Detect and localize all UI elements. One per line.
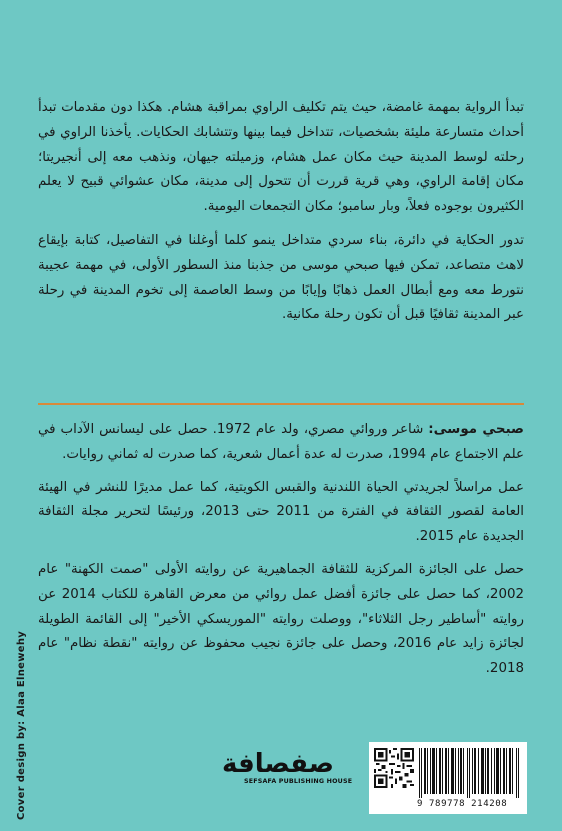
section-divider [38,403,524,405]
bio-paragraph-1 [38,418,524,468]
author-name: صبحي موسى: [428,422,524,437]
isbn-number: 9 789778 214208 [417,799,508,809]
back-cover-blurb [38,96,524,337]
publisher-name: SEFSAFA PUBLISHING HOUSE [244,778,353,785]
bio-paragraph-3: حصل على الجائزة المركزية للثقافة الجماهيرية عن روايته الأولى "صمت الكهنة" عام 2002، كما حصل على جائزة أفضل عمل روائي من معرض القاهرة للكتاب 2014 عن روايته "أساطير رجل الثلاثاء"، ووصلت روايته "الموريسكي الأخير" إلى القائمة الطويلة لجائزة زايد عام 2016، وحصل على جائزة نجيب محفوظ عن روايته "نقطة نظام" عام 2018. [38,561,524,677]
qr-code-icon [374,748,414,788]
blurb-paragraph-2: تدور الحكاية في دائرة، بناء سردي متداخل ينمو كلما أوغلنا في التفاصيل، كتابة بإيقاع لاهث متصاعد، تمكن فيها صبحي موسى من جذبنا منذ السطور الأولى، في مهمة عجيبة نتورط معه ومع أبطال العمل ذهابًا وإيابًا من وسط العاصمة إلى تخوم المدينة في رحلة عبر المدينة ثقافيًا قبل أن تكون رحلة مكانية. [38,232,524,323]
blurb-paragraph-1: تبدأ الرواية بمهمة غامضة، حيث يتم تكليف الراوي بمراقبة هشام. هكذا دون مقدمات تبدأ أحداث متسارعة مليئة بشخصيات، تتداخل فيما بينها وتتشابك الحكايات. يأخذنا الراوي في رحلته لوسط المدينة حيث مكان عمل هشام، وزميلته جيهان، ونذهب معه إلى أنجيريتا؛ مكان إقامة الراوي، وهي قرية قررت أن تتحول إلى مدينة، مكان عشوائي قبيح لا يعلم الكثيرون بوجوده فعلاً، وبار سامبو؛ مكان التجمعات اليومية. [38,100,524,215]
bio-paragraph-2: عمل مراسلاً لجريدتي الحياة اللندنية والقبس الكويتية، كما عمل مديرًا للنشر في الهيئة العامة لقصور الثقافة في الفترة من 2011 حتى 2013، ورئيسًا لتحرير مجلة الثقافة الجديدة عام 2015. [38,479,524,545]
isbn-barcode-panel [369,742,527,814]
barcode-icon [419,748,523,798]
publisher-logo-mark: صفصافة [221,749,334,779]
bio-intro-text: شاعر وروائي مصري، ولد عام 1972. حصل على ليسانس الآداب في علم الاجتماع عام 1994، صدرت له عدة أعمال شعرية، كما صدرت له ثماني روايات. [38,422,524,462]
author-bio [38,418,524,690]
cover-design-credit: Cover design by: Alaa Elnewehy [16,630,27,820]
publisher-logo [221,749,353,785]
